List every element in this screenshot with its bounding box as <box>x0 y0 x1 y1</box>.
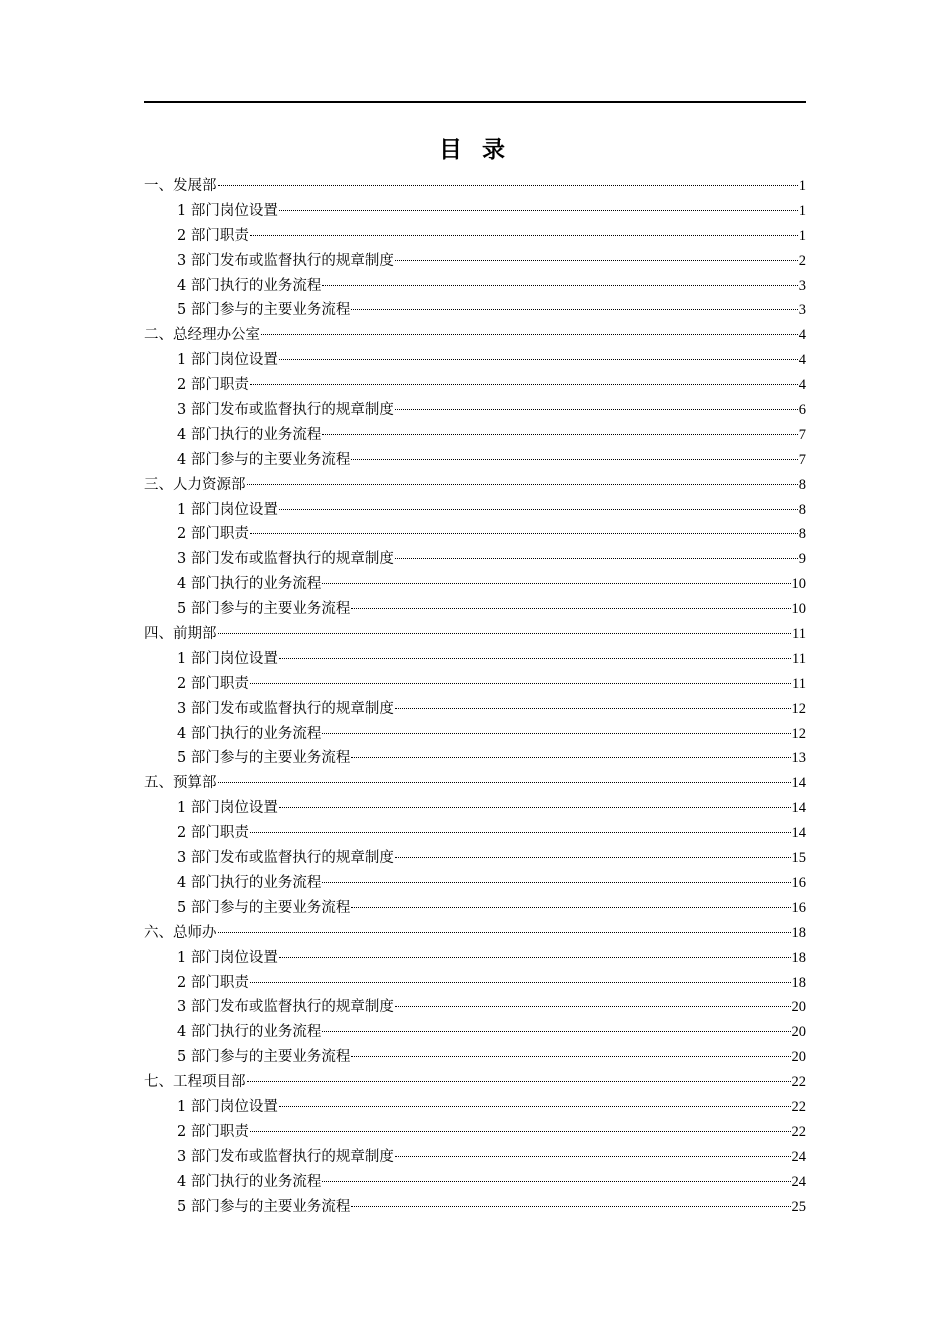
toc-entry-text: 5 部门参与的主要业务流程 <box>177 750 351 767</box>
toc-page-number: 18 <box>791 924 806 941</box>
toc-entry-text: 2 部门职责 <box>177 227 249 244</box>
toc-subsection-entry[interactable] <box>144 796 806 821</box>
toc-dot-leader <box>351 1056 790 1057</box>
toc-subsection-entry[interactable] <box>144 896 806 921</box>
toc-dot-leader <box>247 484 798 485</box>
toc-entry-text: 1 部门岗位设置 <box>177 800 278 817</box>
toc-dot-leader <box>322 285 797 286</box>
toc-entry-text: 4 部门执行的业务流程 <box>177 725 322 742</box>
toc-dot-leader <box>279 210 798 211</box>
toc-entry-text: 4 部门执行的业务流程 <box>177 277 322 294</box>
toc-dot-leader <box>250 384 798 385</box>
toc-entry-text: 2 部门职责 <box>177 825 249 842</box>
toc-page-number: 22 <box>791 1123 806 1140</box>
toc-page-number: 4 <box>798 377 806 394</box>
toc-section-entry[interactable] <box>144 622 806 647</box>
toc-entry-text: 3 部门发布或监督执行的规章制度 <box>177 850 394 867</box>
toc-subsection-entry[interactable] <box>144 946 806 971</box>
toc-page-number: 11 <box>792 675 806 692</box>
toc-dot-leader <box>322 434 797 435</box>
toc-page-number: 13 <box>791 750 806 767</box>
toc-page-number: 9 <box>798 551 806 568</box>
toc-subsection-entry[interactable] <box>144 224 806 249</box>
toc-dot-leader <box>279 658 791 659</box>
toc-subsection-entry[interactable] <box>144 1045 806 1070</box>
toc-dot-leader <box>351 459 797 460</box>
toc-page-number: 1 <box>798 178 806 194</box>
toc-subsection-entry[interactable] <box>144 348 806 373</box>
toc-entry-text: 2 部门职责 <box>177 675 249 692</box>
toc-entry-text: 2 部门职责 <box>177 974 249 991</box>
toc-page-number: 8 <box>798 526 806 543</box>
toc-page-number: 10 <box>791 576 806 593</box>
toc-page-number: 20 <box>791 1024 806 1041</box>
toc-entry-text: 4 部门执行的业务流程 <box>177 1173 322 1190</box>
toc-page-number: 22 <box>791 1074 806 1091</box>
toc-entry-text: 1 部门岗位设置 <box>177 202 278 219</box>
toc-dot-leader <box>395 857 791 858</box>
toc-page-number: 1 <box>798 202 806 219</box>
toc-subsection-entry[interactable] <box>144 995 806 1020</box>
toc-subsection-entry[interactable] <box>144 547 806 572</box>
toc-page-number: 14 <box>791 775 806 792</box>
toc-dot-leader <box>351 608 790 609</box>
toc-entry-text: 3 部门发布或监督执行的规章制度 <box>177 700 394 717</box>
toc-dot-leader <box>218 932 791 933</box>
toc-subsection-entry[interactable] <box>144 647 806 672</box>
toc-dot-leader <box>395 409 798 410</box>
toc-page-number: 8 <box>798 501 806 518</box>
toc-page-number: 2 <box>798 252 806 269</box>
toc-page-number: 15 <box>791 850 806 867</box>
toc-page-number: 18 <box>791 949 806 966</box>
toc-dot-leader <box>218 185 798 186</box>
toc-entry-text: 1 部门岗位设置 <box>177 1098 278 1115</box>
toc-entry-text: 2 部门职责 <box>177 377 249 394</box>
toc-subsection-entry[interactable] <box>144 1120 806 1145</box>
toc-entry-text: 4 部门执行的业务流程 <box>177 576 322 593</box>
toc-subsection-entry[interactable] <box>144 672 806 697</box>
toc-subsection-entry[interactable] <box>144 1145 806 1170</box>
toc-section-entry[interactable] <box>144 323 806 348</box>
toc-entry-text: 1 部门岗位设置 <box>177 650 278 667</box>
toc-page-number: 11 <box>792 650 806 667</box>
toc-page-number: 4 <box>798 327 806 344</box>
toc-dot-leader <box>395 708 791 709</box>
toc-page-number: 16 <box>791 899 806 916</box>
toc-dot-leader <box>322 733 790 734</box>
toc-subsection-entry[interactable] <box>144 498 806 523</box>
toc-page-number: 8 <box>798 476 806 493</box>
toc-page-number: 3 <box>798 277 806 294</box>
toc-subsection-entry[interactable] <box>144 821 806 846</box>
toc-page-number: 18 <box>791 974 806 991</box>
toc-title: 目 录 <box>438 136 511 163</box>
toc-subsection-entry[interactable] <box>144 846 806 871</box>
toc-entry-text: 3 部门发布或监督执行的规章制度 <box>177 551 394 568</box>
toc-subsection-entry[interactable] <box>144 398 806 423</box>
header-rule <box>144 101 806 103</box>
toc-subsection-entry[interactable] <box>144 971 806 996</box>
toc-dot-leader <box>351 1206 790 1207</box>
toc-subsection-entry[interactable] <box>144 1195 806 1220</box>
toc-section-entry[interactable] <box>144 1070 806 1095</box>
toc-page-number: 7 <box>798 426 806 443</box>
toc-entry-text: 2 部门职责 <box>177 1123 249 1140</box>
toc-entry-text: 4 部门执行的业务流程 <box>177 426 322 443</box>
toc-dot-leader <box>218 633 792 634</box>
toc-entry-text: 5 部门参与的主要业务流程 <box>177 601 351 618</box>
toc-section-entry[interactable] <box>144 921 806 946</box>
toc-section-entry[interactable] <box>144 174 806 199</box>
toc-entry-text: 七、工程项目部 <box>144 1074 246 1091</box>
toc-subsection-entry[interactable] <box>144 697 806 722</box>
toc-page-number: 25 <box>791 1198 806 1215</box>
toc-dot-leader <box>322 882 790 883</box>
toc-dot-leader <box>395 260 798 261</box>
toc-page-number: 20 <box>791 999 806 1016</box>
toc-entry-text: 二、总经理办公室 <box>144 327 260 344</box>
toc-dot-leader <box>279 509 798 510</box>
toc-subsection-entry[interactable] <box>144 448 806 473</box>
toc-page-number: 4 <box>798 352 806 369</box>
toc-subsection-entry[interactable] <box>144 249 806 274</box>
toc-page-number: 22 <box>791 1098 806 1115</box>
toc-entry-text: 1 部门岗位设置 <box>177 352 278 369</box>
toc-subsection-entry[interactable] <box>144 423 806 448</box>
toc-subsection-entry[interactable] <box>144 871 806 896</box>
toc-dot-leader <box>351 309 797 310</box>
toc-subsection-entry[interactable] <box>144 1170 806 1195</box>
toc-entry-text: 3 部门发布或监督执行的规章制度 <box>177 252 394 269</box>
toc-entry-text: 3 部门发布或监督执行的规章制度 <box>177 402 394 419</box>
toc-entry-text: 5 部门参与的主要业务流程 <box>177 1049 351 1066</box>
toc-entry-text: 三、人力资源部 <box>144 476 246 493</box>
toc-dot-leader <box>250 683 791 684</box>
toc-dot-leader <box>322 1181 790 1182</box>
toc-subsection-entry[interactable] <box>144 722 806 747</box>
toc-page-number: 24 <box>791 1148 806 1165</box>
toc-dot-leader <box>279 807 791 808</box>
toc-dot-leader <box>279 957 791 958</box>
toc-entry-text: 5 部门参与的主要业务流程 <box>177 899 351 916</box>
toc-dot-leader <box>250 235 798 236</box>
toc-page-number: 3 <box>798 302 806 319</box>
toc-entry-text: 5 部门参与的主要业务流程 <box>177 1198 351 1215</box>
table-of-contents <box>144 174 806 1219</box>
toc-dot-leader <box>279 1106 791 1107</box>
toc-page-number: 1 <box>798 227 806 244</box>
toc-subsection-entry[interactable] <box>144 746 806 771</box>
toc-entry-text: 1 部门岗位设置 <box>177 949 278 966</box>
toc-subsection-entry[interactable] <box>144 1095 806 1120</box>
toc-page-number: 12 <box>791 725 806 742</box>
toc-subsection-entry[interactable] <box>144 373 806 398</box>
toc-dot-leader <box>351 757 790 758</box>
toc-dot-leader <box>247 1081 791 1082</box>
toc-entry-text: 2 部门职责 <box>177 526 249 543</box>
toc-subsection-entry[interactable] <box>144 199 806 224</box>
toc-dot-leader <box>279 359 798 360</box>
toc-entry-text: 五、预算部 <box>144 775 217 792</box>
toc-page-number: 6 <box>798 402 806 419</box>
toc-page-number: 10 <box>791 601 806 618</box>
toc-subsection-entry[interactable] <box>144 1020 806 1045</box>
toc-subsection-entry[interactable] <box>144 522 806 547</box>
toc-entry-text: 3 部门发布或监督执行的规章制度 <box>177 999 394 1016</box>
toc-dot-leader <box>322 583 790 584</box>
toc-dot-leader <box>250 832 791 833</box>
toc-page-number: 24 <box>791 1173 806 1190</box>
toc-dot-leader <box>322 1031 790 1032</box>
toc-page-number: 14 <box>791 825 806 842</box>
toc-page-number: 14 <box>791 800 806 817</box>
toc-dot-leader <box>351 907 790 908</box>
toc-page-number: 7 <box>798 451 806 468</box>
toc-section-entry[interactable] <box>144 473 806 498</box>
toc-page-number: 11 <box>792 626 806 643</box>
toc-page-number: 16 <box>791 874 806 891</box>
toc-entry-text: 一、发展部 <box>144 178 217 194</box>
toc-dot-leader <box>250 982 791 983</box>
toc-entry-text: 3 部门发布或监督执行的规章制度 <box>177 1148 394 1165</box>
toc-entry-text: 5 部门参与的主要业务流程 <box>177 302 351 319</box>
toc-entry-text: 4 部门执行的业务流程 <box>177 874 322 891</box>
toc-page-number: 12 <box>791 700 806 717</box>
toc-entry-text: 4 部门执行的业务流程 <box>177 1024 322 1041</box>
toc-entry-text: 四、前期部 <box>144 626 217 643</box>
toc-dot-leader <box>218 782 791 783</box>
toc-dot-leader <box>395 558 798 559</box>
toc-entry-text: 六、总师办 <box>144 924 217 941</box>
toc-subsection-entry[interactable] <box>144 298 806 323</box>
toc-page-number: 20 <box>791 1049 806 1066</box>
toc-dot-leader <box>261 334 798 335</box>
toc-entry-text: 1 部门岗位设置 <box>177 501 278 518</box>
toc-dot-leader <box>395 1156 791 1157</box>
toc-subsection-entry[interactable] <box>144 597 806 622</box>
toc-subsection-entry[interactable] <box>144 572 806 597</box>
toc-entry-text: 4 部门参与的主要业务流程 <box>177 451 351 468</box>
toc-dot-leader <box>250 1131 791 1132</box>
toc-dot-leader <box>250 533 798 534</box>
toc-section-entry[interactable] <box>144 771 806 796</box>
toc-dot-leader <box>395 1006 791 1007</box>
toc-subsection-entry[interactable] <box>144 274 806 299</box>
